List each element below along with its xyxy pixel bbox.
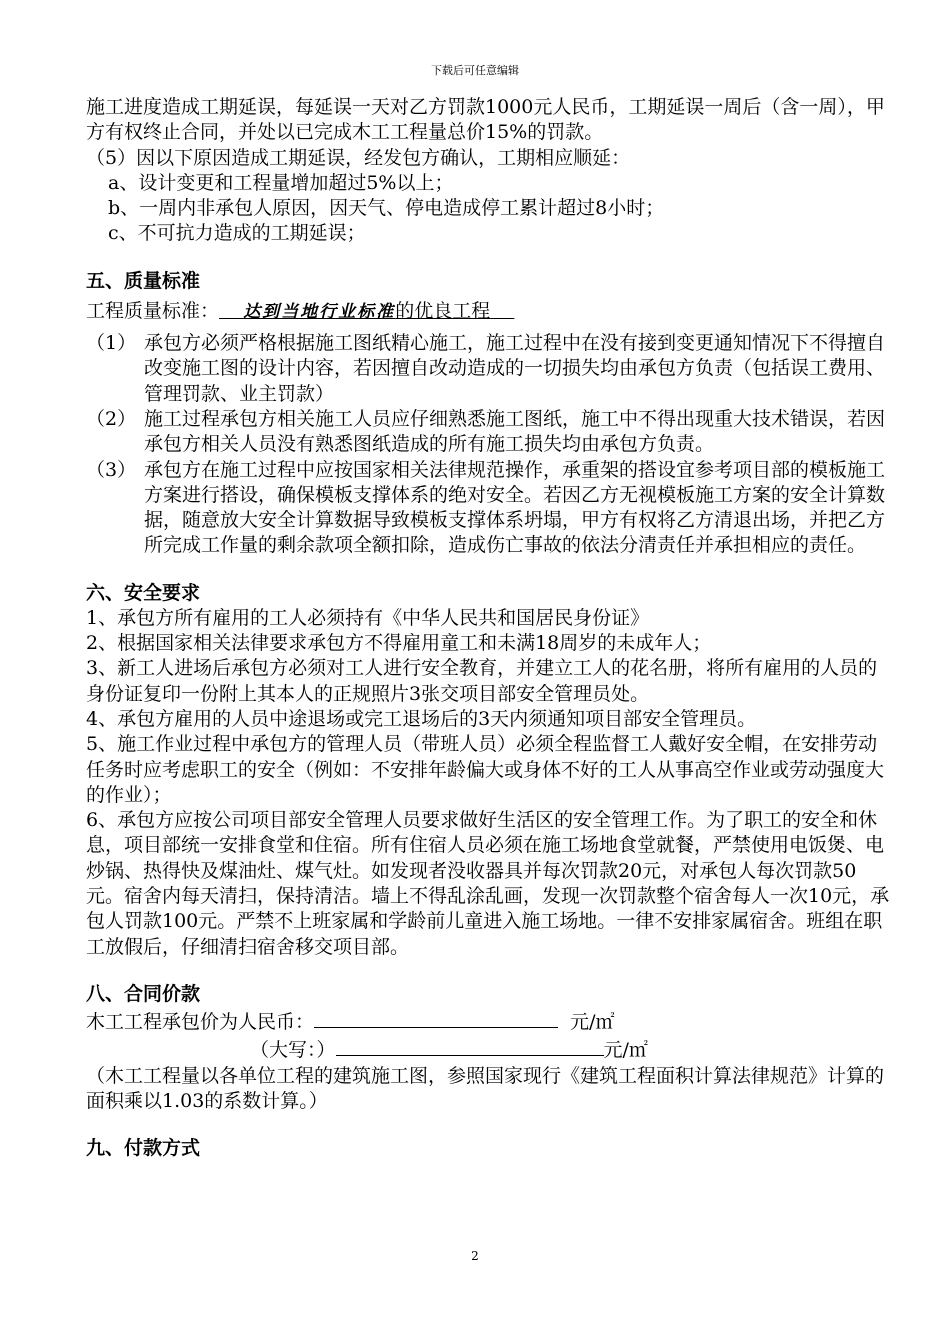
extension-reason-a: a、设计变更和工程量增加超过5%以上； (108, 171, 454, 194)
extension-reason-c: c、不可抗力造成的工期延误； (108, 222, 366, 245)
safety-item: 1、承包方所有雇用的工人必须持有《中华人民共和国居民身份证》 (86, 606, 650, 629)
delay-extension-item: （5）因以下原因造成工期延误，经发包方确认，工期相应顺延： (86, 146, 631, 169)
price-daxie-line (86, 1035, 891, 1063)
quality-item (86, 458, 891, 559)
quality-item (86, 331, 891, 407)
page-header-note: 下载后可任意编辑 (431, 64, 519, 77)
quality-item-number: （3） (86, 458, 137, 481)
quality-item-text: 承包方必须严格根据施工图纸精心施工，施工过程中在没有接到变更通知情况下不得擅自改变施工图的设计内容，若因擅自改动造成的一切损失均由承包方负责（包括误工费用、管理罚款、业主罚款） (144, 332, 886, 405)
quality-item (86, 407, 891, 458)
section-safety-title: 六、安全要求 (86, 581, 201, 604)
document-body (86, 95, 891, 1161)
price-daxie-blank[interactable] (336, 1035, 604, 1056)
quality-item-number: （1） (86, 332, 137, 355)
price-daxie-label: （大写：） (250, 1039, 336, 1062)
safety-item: 2、根据国家相关法律要求承包方不得雇用童工和未满18周岁的未成年人； (86, 632, 712, 655)
price-label: 木工工程承包价为人民币： (86, 1010, 315, 1033)
price-daxie-unit: 元/㎡ (603, 1039, 648, 1062)
extension-reason-b: b、一周内非承包人原因，因天气、停电造成停工累计超过8小时； (108, 197, 665, 220)
quality-standard-line (86, 299, 891, 325)
price-blank[interactable] (314, 1007, 558, 1028)
price-line (86, 1007, 891, 1035)
quality-standard-value (219, 300, 514, 322)
quality-standard-label: 工程质量标准： (86, 299, 220, 322)
section-payment-title: 九、付款方式 (86, 1137, 201, 1160)
section-quality-title: 五、质量标准 (86, 269, 201, 292)
price-unit: 元/㎡ (570, 1010, 615, 1033)
delay-penalty-paragraph: 施工进度造成工期延误，每延误一天对乙方罚款1000元人民币，工期延误一周后（含一周），甲方有权终止合同，并处以已完成木工工程量总价15%的罚款。 (86, 96, 885, 144)
safety-item: 3、新工人进场后承包方必须对工人进行安全教育，并建立工人的花名册，将所有雇用的人员的身份证复印一份附上其本人的正规照片3张交项目部安全管理员处。 (86, 657, 878, 705)
quality-standard-styled: 达到当地行业标准 (243, 301, 396, 322)
quality-item-text: 施工过程承包方相关施工人员应仔细熟悉施工图纸，施工中不得出现重大技术错误，若因承包方相关人员没有熟悉图纸造成的所有施工损失均由承包方负责。 (144, 407, 886, 456)
quality-item-text: 承包方在施工过程中应按国家相关法律规范操作，承重架的搭设宜参考项目部的模板施工方案进行搭设，确保模板支撑体系的绝对安全。若因乙方无视模板施工方案的安全计算数据，随意放大安全计算数据导致模板支撑体系坍塌，甲方有权将乙方清退出场，并把乙方所完成工作量的剩余款项全额扣除，造成伤亡事故的依法分清责任并承担相应的责任。 (144, 458, 886, 557)
quality-item-number: （2） (86, 407, 137, 430)
page-number: 2 (471, 1249, 479, 1263)
quality-standard-tail: 的优良工程 (395, 299, 491, 322)
safety-item: 5、施工作业过程中承包方的管理人员（带班人员）必须全程监督工人戴好安全帽，在安排劳动任务时应考虑职工的安全（例如：不安排年龄偏大或身体不好的工人从事高空作业或劳动强度大的作业）； (86, 733, 885, 806)
safety-item: 4、承包方雇用的人员中途退场或完工退场后的3天内须通知项目部安全管理员。 (86, 707, 757, 730)
safety-item: 6、承包方应按公司项目部安全管理人员要求做好生活区的安全管理工作。为了职工的安全和休息，项目部统一安排食堂和住宿。所有住宿人员必须在施工场地食堂就餐，严禁使用电饭煲、电炒锅、热得快及煤油灶、煤气灶。如发现者没收器具并每次罚款20元，对承包人每次罚款50元。宿舍内每天清扫，保持清洁。墙上不得乱涂乱画，发现一次罚款整个宿舍每人一次10元，承包人罚款100元。严禁不上班家属和学龄前儿童进入施工场地。一律不安排家属宿舍。班组在职工放假后，仔细清扫宿舍移交项目部。 (86, 809, 890, 958)
section-price-title: 八、合同价款 (86, 982, 201, 1005)
price-note: （木工工程量以各单位工程的建筑施工图，参照国家现行《建筑工程面积计算法律规范》计算的面积乘以1.03的系数计算。） (86, 1064, 885, 1112)
